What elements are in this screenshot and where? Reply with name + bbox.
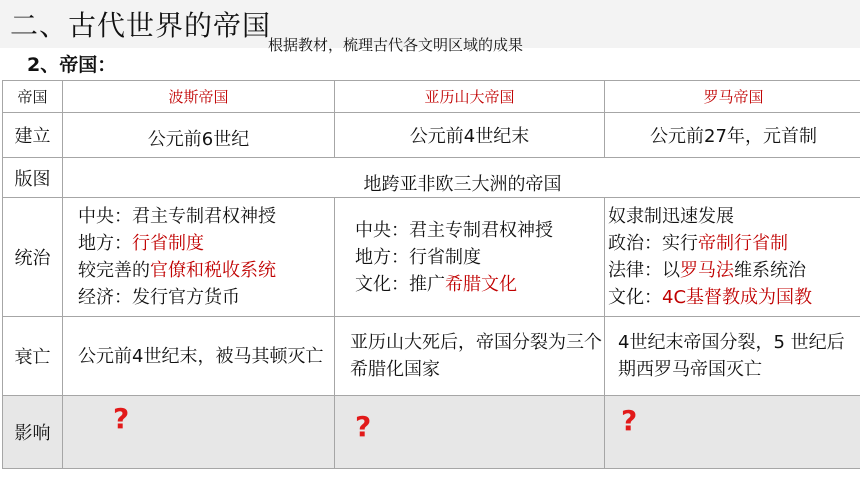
- decline-alexander: [335, 317, 605, 396]
- rule-highlight: 罗马法: [680, 260, 734, 281]
- rule-line: [608, 230, 860, 257]
- rule-rome-lines: [605, 203, 860, 311]
- row-label-empire: 帝国: [3, 81, 63, 113]
- rule-alexander: [335, 198, 605, 317]
- rule-line: [608, 257, 860, 284]
- rule-text: 较完善的: [78, 260, 150, 281]
- rule-highlight: 行省制度: [132, 233, 204, 254]
- rule-text: 中央：君主专制君权神授: [355, 219, 553, 241]
- empire-alexander: 亚历山大帝国: [335, 81, 605, 113]
- decline-text: 公元前4世纪末，被马其顿灭亡: [78, 345, 324, 367]
- rule-text: 地方：行省制度: [355, 246, 481, 268]
- rule-persia: [63, 198, 335, 317]
- decline-rome: [605, 317, 860, 396]
- title-note: 根据教材，梳理古代各文明区域的成果: [268, 36, 524, 54]
- rule-line: [78, 257, 334, 284]
- influence-alexander: [335, 396, 605, 469]
- rule-line: [355, 244, 604, 271]
- influence-persia: [63, 396, 335, 469]
- rule-text: 法律：以: [608, 260, 680, 281]
- table-row: [3, 396, 860, 469]
- rule-line: [608, 203, 860, 230]
- empire-rome: 罗马帝国: [605, 81, 860, 113]
- table-row: [3, 158, 860, 198]
- rule-line: [608, 284, 860, 311]
- page-title: 二、古代世界的帝国: [10, 9, 272, 42]
- rule-text: 经济：发行官方货币: [78, 287, 240, 308]
- rule-text: 文化：: [608, 287, 662, 308]
- rule-text: 地方：: [78, 233, 132, 254]
- row-label-rule: 统治: [3, 198, 63, 317]
- table-row: [3, 317, 860, 396]
- rule-highlight: 希腊文化: [445, 273, 517, 295]
- rule-line: [78, 284, 334, 311]
- rule-rome: [605, 198, 860, 317]
- rule-highlight: 帝制行省制: [698, 233, 788, 254]
- territory-cell: [63, 158, 860, 198]
- decline-text: 亚历山大死后，帝国分裂为三个希腊化国家: [350, 332, 602, 380]
- rule-alexander-lines: [335, 217, 604, 298]
- rule-text: 奴隶制迅速发展: [608, 206, 734, 227]
- rule-line: [355, 217, 604, 244]
- question-mark-rome: ?: [621, 404, 638, 437]
- rule-text: 中央：君主专制君权神授: [78, 206, 276, 227]
- section-subtitle: 2、帝国：: [27, 54, 117, 76]
- question-mark-persia: ?: [113, 402, 130, 435]
- founding-persia: 公元前6世纪: [63, 113, 335, 158]
- row-label-founding: 建立: [3, 113, 63, 158]
- row-label-territory: 版图: [3, 158, 63, 198]
- rule-line: [355, 271, 604, 298]
- territory-text: 地跨亚非欧三大洲的帝国: [363, 174, 562, 195]
- rule-highlight: 4C基督教成为国教: [662, 287, 813, 308]
- founding-rome: 公元前27年，元首制: [605, 113, 860, 158]
- row-label-decline: 衰亡: [3, 317, 63, 396]
- rule-text: 政治：实行: [608, 233, 698, 254]
- decline-text: 4世纪末帝国分裂，5 世纪后期西罗马帝国灭亡: [618, 332, 845, 380]
- rule-text: 维系统治: [734, 260, 806, 281]
- founding-alexander: 公元前4世纪末: [335, 113, 605, 158]
- rule-persia-lines: [63, 203, 334, 311]
- rule-line: [78, 203, 334, 230]
- table-row: [3, 198, 860, 317]
- table-row: [3, 113, 860, 158]
- rule-highlight: 官僚和税收系统: [150, 260, 276, 281]
- row-label-influence: 影响: [3, 396, 63, 469]
- influence-rome: [605, 396, 860, 469]
- table-row: [3, 81, 860, 113]
- rule-line: [78, 230, 334, 257]
- rule-text: 文化：推广: [355, 273, 445, 295]
- empire-persia: 波斯帝国: [63, 81, 335, 113]
- question-mark-alexander: ?: [355, 410, 372, 443]
- decline-persia: [63, 317, 335, 396]
- empire-table: [2, 80, 860, 469]
